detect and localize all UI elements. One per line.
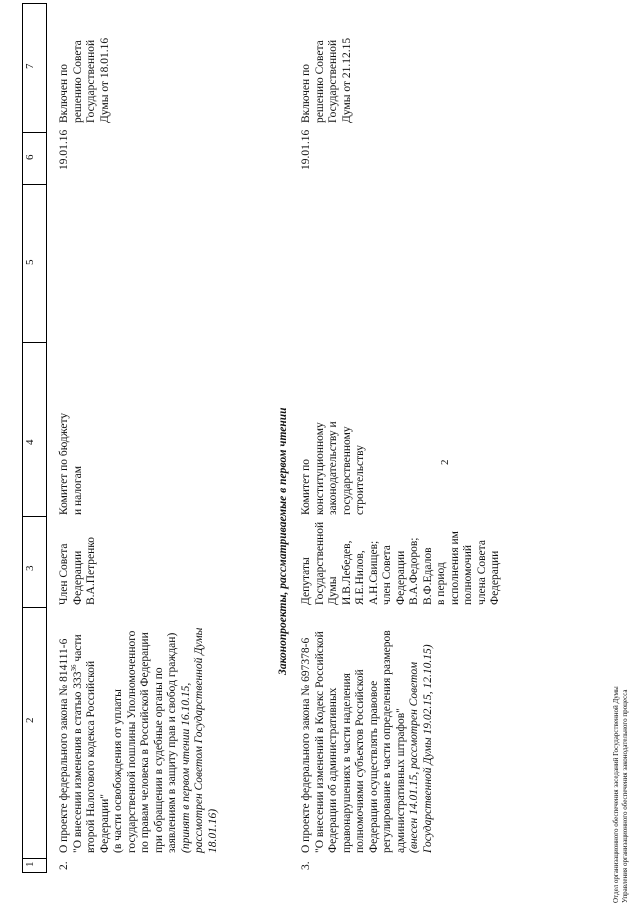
- row-3-number: 3.: [300, 861, 312, 870]
- decision-line: Государственной: [85, 39, 97, 123]
- divider: [23, 516, 46, 517]
- title-line: государственной пошлины Уполномоченного: [125, 630, 138, 853]
- title-line: второй Налогового кодекса Российской: [85, 660, 97, 853]
- row-3-author: [300, 522, 503, 605]
- title-line: заявлениям в защиту прав и свобод граждан): [166, 632, 178, 853]
- title-line: полномочиями субъектов Российской: [354, 669, 366, 853]
- divider: [23, 607, 46, 608]
- title-line: Федерации об административных: [327, 687, 339, 853]
- decision-line: Включен по: [58, 64, 70, 123]
- footer-line: Отдел организационного обеспечения заседаний Государственной Думы: [612, 686, 620, 903]
- note-line: 18.01.16): [206, 808, 219, 853]
- row-2-title: [58, 628, 220, 853]
- committee-line: законодательству и: [327, 421, 339, 515]
- title-line: Федерации осуществлять правовое: [367, 680, 380, 853]
- author-line: полномочий: [462, 545, 474, 605]
- divider: [23, 858, 46, 859]
- title-line: регулирование в части определения размеров: [381, 630, 393, 853]
- note-line: (принят в первом чтении 16.10.15,: [179, 682, 192, 853]
- section-title: Законопроекты, рассматриваемые в первом чтении: [277, 407, 289, 675]
- author-line: Думы: [327, 576, 339, 605]
- row-2-number: 2.: [58, 861, 70, 870]
- header-col-7: 7: [24, 63, 36, 69]
- author-line: член Совета: [381, 545, 393, 605]
- author-line: И.В.Лебедев,: [340, 540, 353, 605]
- row-3-title: [300, 630, 435, 853]
- decision-line: решению Совета: [313, 40, 326, 123]
- row-3-decision: [300, 38, 354, 123]
- divider: [23, 3, 46, 4]
- note-line: рассмотрен Советом Государственной Думы: [193, 627, 205, 853]
- author-line: В.Ф.Едалов: [421, 547, 434, 605]
- title-line: по правам человека в Российской Федерации: [139, 632, 151, 853]
- title-line: правонарушениях в части наделения: [340, 673, 353, 853]
- committee-line: строительству: [354, 445, 366, 515]
- author-line: в период: [435, 562, 447, 605]
- note-line: Государственной Думы 19.02.15, 12.10.15): [421, 644, 434, 853]
- committee-line: Комитет по бюджету: [58, 412, 70, 515]
- decision-line: Включен по: [300, 64, 312, 123]
- title-line: "О внесении изменений в Кодекс Российской: [313, 631, 326, 853]
- row-3-date: 19.01.16: [300, 129, 312, 170]
- header-col-1: 1: [24, 861, 36, 867]
- row-2-author: [58, 537, 99, 605]
- title-line: О проекте федерального закона № 814111-6: [58, 638, 70, 853]
- committee-line: государственному: [340, 426, 353, 515]
- header-col-5: 5: [24, 259, 36, 265]
- row-2-date: 19.01.16: [58, 129, 70, 170]
- author-line: А.Н.Свищев;: [367, 540, 380, 605]
- divider: [23, 872, 46, 873]
- author-line: Федерации: [71, 550, 84, 605]
- page-number: 2: [439, 459, 451, 465]
- header-col-3: 3: [24, 565, 36, 571]
- header-col-6: 6: [24, 154, 36, 160]
- title-line: административных штрафов": [394, 708, 407, 853]
- author-line: Депутаты: [300, 557, 312, 605]
- footer: [612, 583, 630, 903]
- decision-line: Думы от 18.01.16: [98, 37, 111, 123]
- title-line: (в части освобождения от уплаты: [112, 689, 124, 853]
- note-line: (внесен 14.01.15, рассмотрен Советом: [408, 661, 420, 853]
- title-line: О проекте федерального закона № 697378-6: [300, 637, 312, 853]
- header-col-4: 4: [24, 439, 36, 445]
- title-line: "О внесении изменения в статью $333^{36}$ части: [69, 634, 84, 853]
- header-col-2: 2: [24, 717, 36, 723]
- author-line: члена Совета: [475, 540, 488, 605]
- decision-line: Государственной: [327, 39, 339, 123]
- author-line: В.А.Федоров;: [408, 537, 420, 605]
- decision-line: решению Совета: [71, 40, 84, 123]
- footer-line: Управления организационного обеспечения законодательного процесса: [621, 689, 629, 903]
- author-line: исполнения им: [448, 531, 461, 605]
- divider: [23, 184, 46, 185]
- divider: [23, 132, 46, 133]
- row-3-committee: [300, 421, 368, 515]
- committee-line: Комитет по: [300, 459, 312, 515]
- row-2-committee: [58, 413, 85, 515]
- author-line: Я.Е.Нилов,: [354, 550, 366, 605]
- table-header: [22, 3, 47, 873]
- divider: [23, 342, 46, 343]
- author-line: В.А.Петренко: [85, 536, 97, 605]
- author-line: Член Совета: [58, 543, 70, 605]
- decision-line: Думы от 21.12.15: [340, 37, 353, 123]
- author-line: Государственной: [313, 521, 326, 605]
- committee-line: и налогам: [71, 466, 84, 515]
- title-line: Федерации": [98, 793, 111, 853]
- author-line: Федерации: [394, 550, 407, 605]
- row-2-decision: [58, 38, 112, 123]
- committee-line: конституционному: [313, 422, 326, 515]
- author-line: Федерации: [489, 550, 501, 605]
- title-line: при обращении в судебные органы по: [152, 667, 165, 853]
